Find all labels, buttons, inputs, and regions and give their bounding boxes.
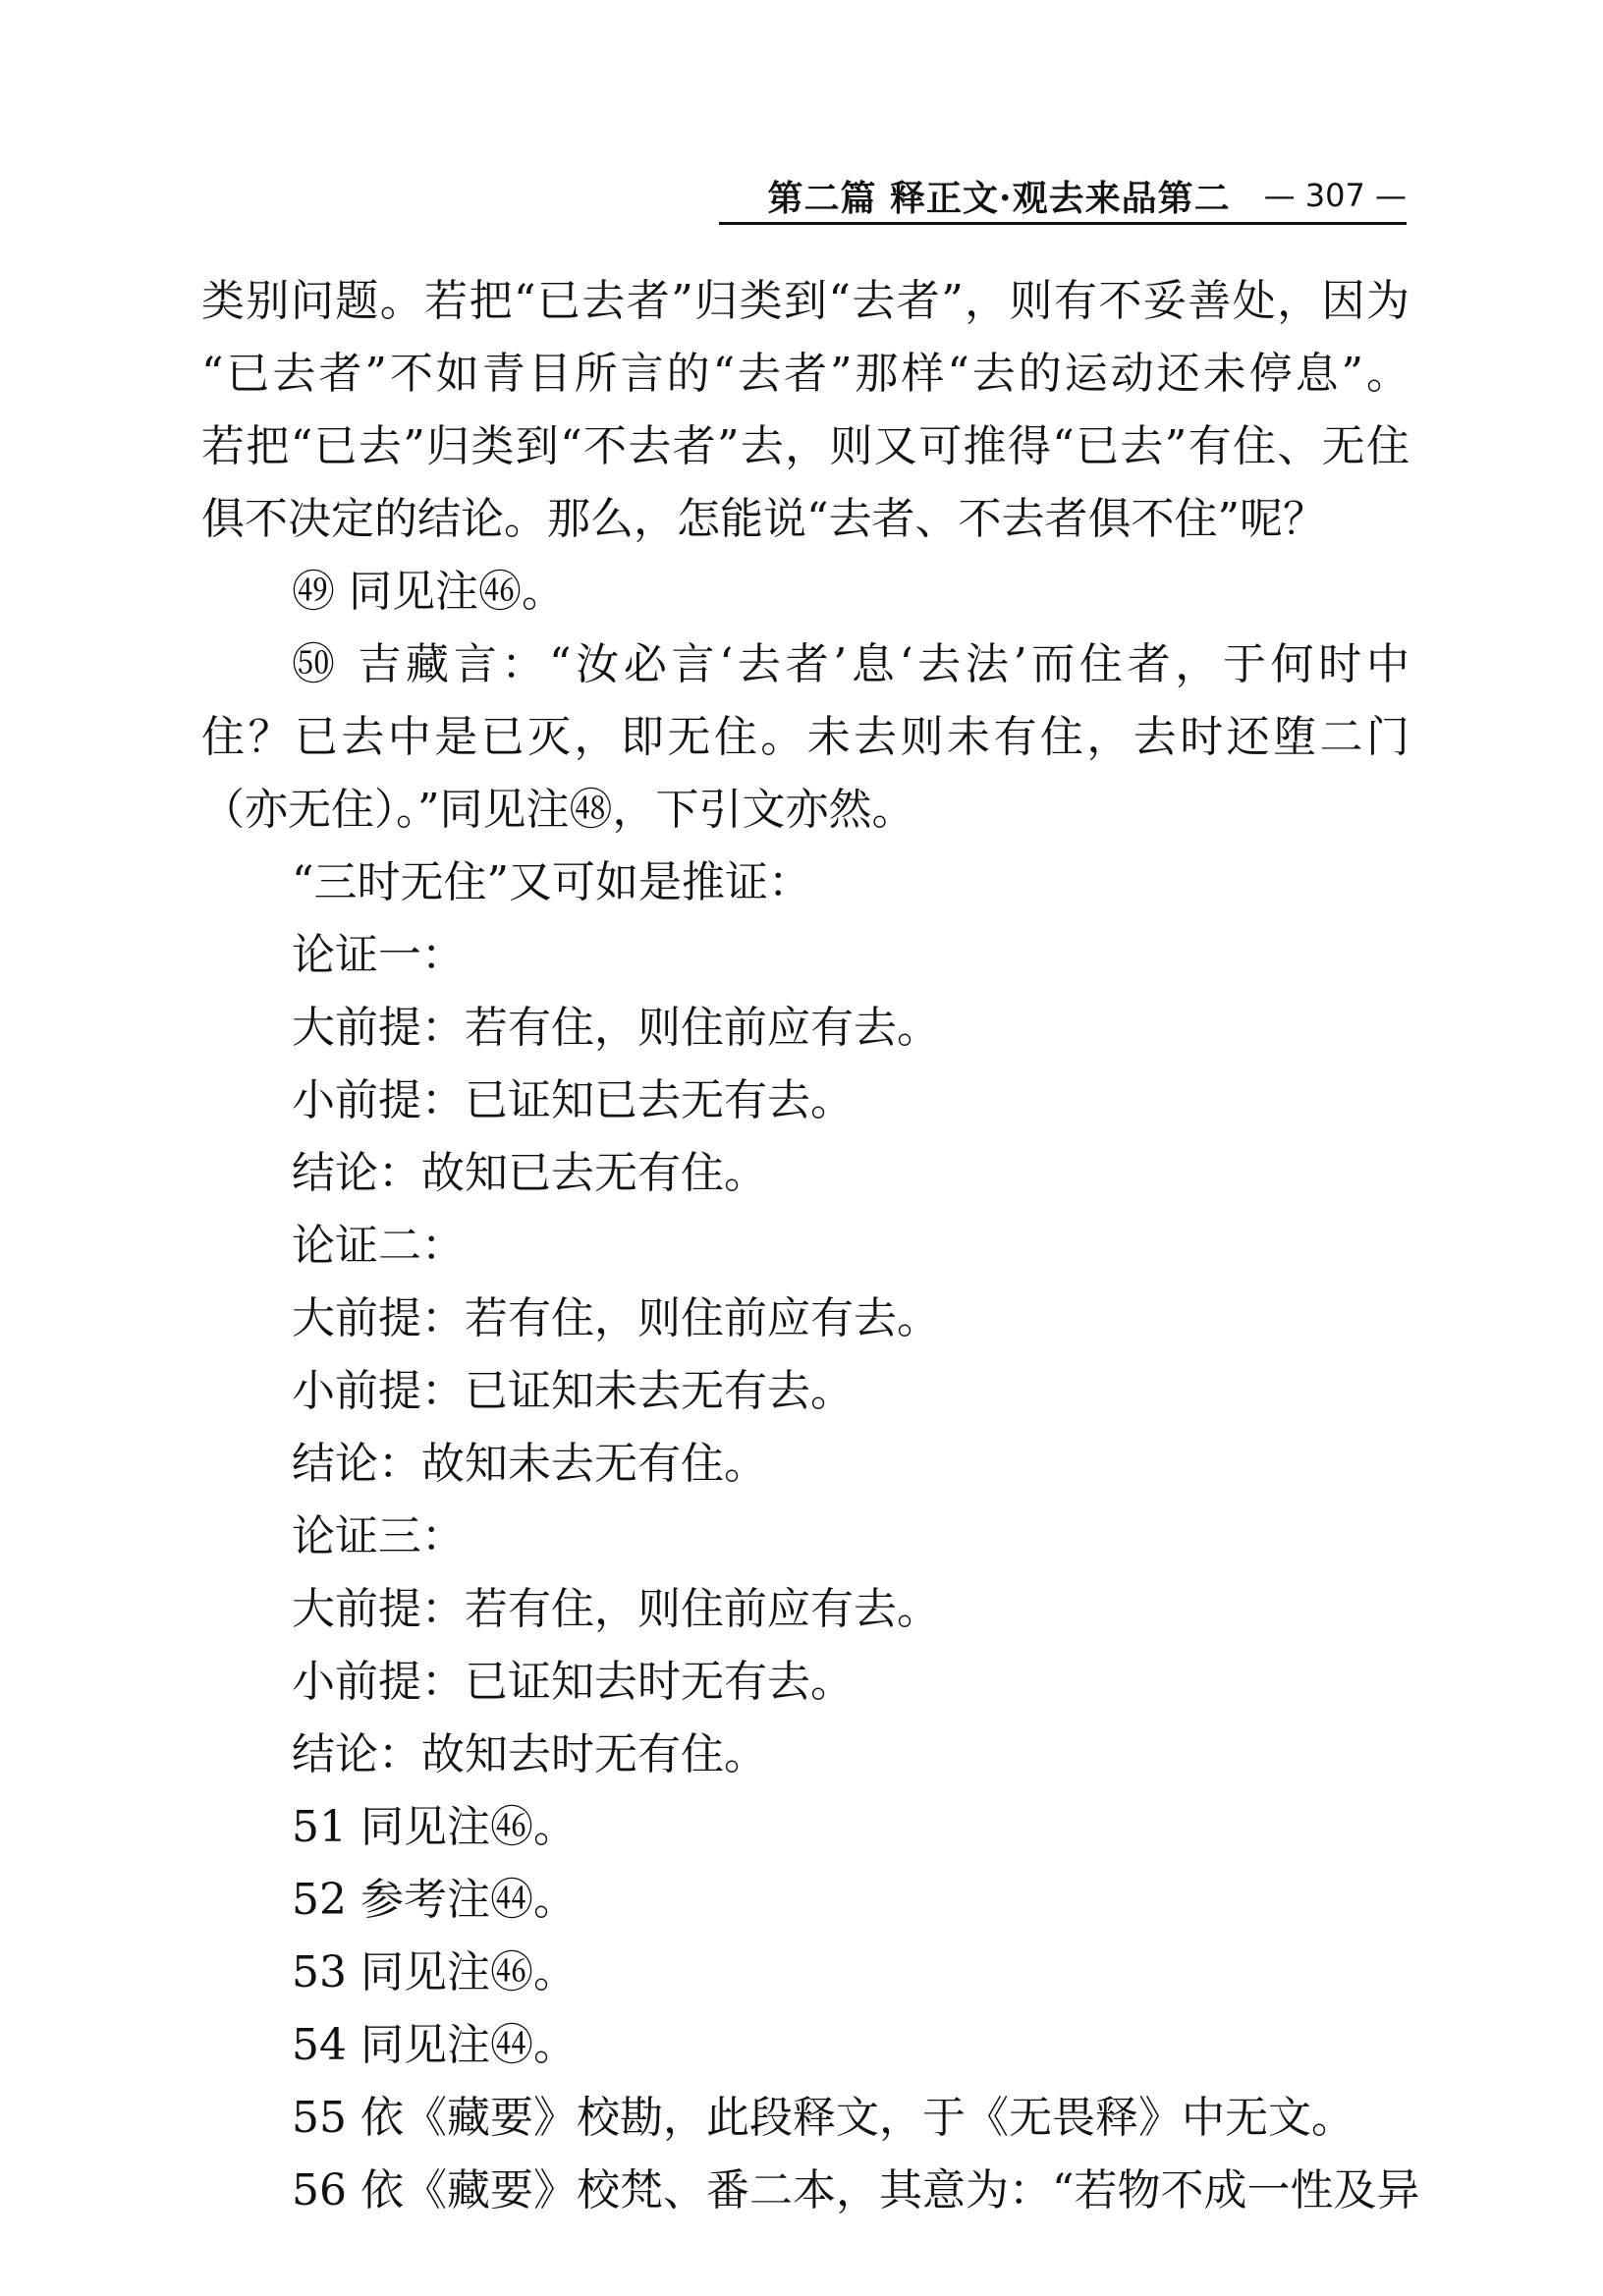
running-header xyxy=(719,169,1407,225)
page-number: — 307 — xyxy=(1263,177,1407,214)
text-line: 类别问题。若把“已去者”归类到“去者”，则有不妥善处，因为 xyxy=(201,276,1410,326)
text-line: ㊾ 同见注㊻。 xyxy=(292,567,565,617)
section-label: 论证一： xyxy=(292,930,465,980)
section-label: 论证二： xyxy=(292,1221,465,1271)
footnote: 55 依《藏要》校勘，此段释文，于《无畏释》中无文。 xyxy=(292,2093,1354,2143)
text-line: 俱不决定的结论。那么，怎能说“去者、不去者俱不住”呢？ xyxy=(201,494,1326,544)
argument-list xyxy=(201,847,1420,2227)
text-line: （亦无住）。”同见注㊽，下引文亦然。 xyxy=(201,785,915,835)
text-line: 结论：故知未去无有住。 xyxy=(292,1439,767,1489)
text-line: 大前提：若有住，则住前应有去。 xyxy=(292,1293,940,1343)
text-line: 大前提：若有住，则住前应有去。 xyxy=(292,1003,940,1053)
text-line: 若把“已去”归类到“不去者”去，则又可推得“已去”有住、无住 xyxy=(201,421,1410,471)
footnote: 53 同见注㊻。 xyxy=(292,1947,577,1997)
section-label: 论证三： xyxy=(292,1511,465,1561)
footnote: 56 依《藏要》校梵、番二本，其意为：“若物不成一性及异 xyxy=(292,2165,1420,2215)
paragraph xyxy=(201,265,1410,556)
text-line: 小前提：已证知已去无有去。 xyxy=(292,1075,854,1125)
header-title: 第二篇 释正文·观去来品第二 xyxy=(767,177,1231,219)
paragraph xyxy=(201,701,1410,847)
text-line: 小前提：已证知去时无有去。 xyxy=(292,1657,854,1707)
text-line: 住？已去中是已灭，即无住。未去则未有住，去时还堕二门 xyxy=(201,712,1410,762)
text-line: “已去者”不如青目所言的“去者”那样“去的运动还未停息”。 xyxy=(201,349,1410,399)
text-line: “三时无住”又可如是推证： xyxy=(292,857,811,907)
text-line: 小前提：已证知未去无有去。 xyxy=(292,1366,854,1416)
text-line: 大前提：若有住，则住前应有去。 xyxy=(292,1584,940,1634)
text-line: 结论：故知已去无有住。 xyxy=(292,1148,767,1198)
footnote xyxy=(201,556,1410,629)
body-text xyxy=(201,265,1420,2227)
footnote: 54 同见注㊹。 xyxy=(292,2020,577,2070)
text-line: 结论：故知去时无有住。 xyxy=(292,1729,767,1779)
footnote xyxy=(201,629,1410,701)
text-line: ㊿ 吉藏言：“汝必言‘去者’息‘去法’而住者，于何时中 xyxy=(292,639,1410,689)
footnote: 52 参考注㊹。 xyxy=(292,1875,577,1925)
footnote: 51 同见注㊻。 xyxy=(292,1802,577,1852)
